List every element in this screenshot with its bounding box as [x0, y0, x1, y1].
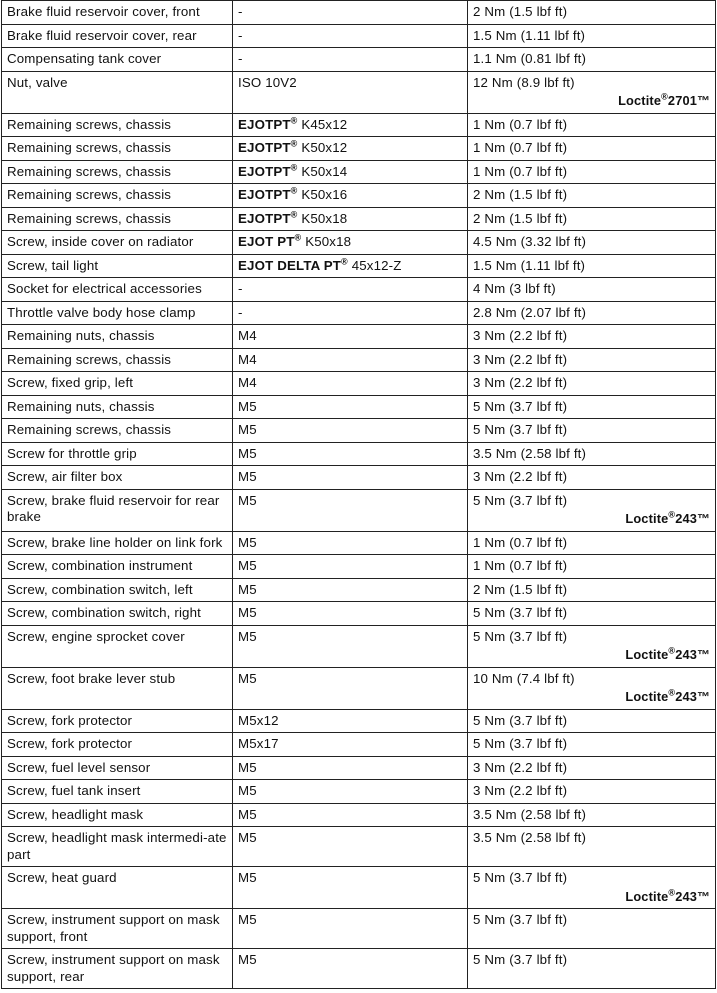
table-row [2, 756, 716, 780]
part-cell [2, 578, 233, 602]
torque-cell [468, 71, 716, 113]
torque-cell [468, 531, 716, 555]
part-name: Screw, inside cover on radiator [7, 234, 194, 249]
table-row [2, 466, 716, 490]
torque-value: 3.5 Nm (2.58 lbf ft) [473, 445, 587, 461]
part-cell [2, 278, 233, 302]
part-cell [2, 231, 233, 255]
part-cell [2, 667, 233, 709]
torque-cell [468, 24, 716, 48]
part-name: Screw, tail light [7, 257, 99, 273]
part-name: Screw, fork protector [7, 712, 133, 728]
torque-cell [468, 207, 716, 231]
thread-spec: M5 [238, 445, 257, 461]
part-name: Compensating tank cover [7, 51, 162, 66]
torque-cell [468, 419, 716, 443]
torque-cell [468, 113, 716, 137]
thread-cell [233, 709, 468, 733]
part-name: Screw, instrument support on mask support, rear [7, 952, 220, 984]
table-row [2, 348, 716, 372]
part-name: Screw, brake line holder on link fork [7, 534, 223, 550]
thread-cell [233, 949, 468, 989]
torque-cell [468, 949, 716, 989]
torque-value: 2 Nm (1.5 lbf ft) [473, 187, 568, 202]
part-name: Screw, combination instrument [7, 558, 193, 573]
part-cell [2, 372, 233, 396]
thread-spec: K50x12 [301, 140, 348, 155]
part-name: Screw, foot brake lever stub [7, 670, 176, 686]
part-cell [2, 419, 233, 443]
torque-value: 10 Nm (7.4 lbf ft) [473, 670, 575, 686]
thread-spec: - [238, 304, 243, 320]
torque-value: 3 Nm (2.2 lbf ft) [473, 759, 568, 775]
threadlocker-note: Loctite®243™ [625, 509, 710, 526]
torque-table-body [2, 1, 716, 989]
torque-cell [468, 254, 716, 278]
part-cell [2, 1, 233, 25]
torque-cell [468, 909, 716, 949]
torque-cell [468, 348, 716, 372]
thread-spec: 45x12-Z [351, 257, 402, 273]
thread-cell [233, 489, 468, 531]
thread-spec: - [238, 281, 243, 296]
part-name: Remaining screws, chassis [7, 140, 172, 155]
part-cell [2, 254, 233, 278]
part-cell [2, 625, 233, 667]
table-row [2, 555, 716, 579]
thread-spec: K45x12 [301, 116, 348, 132]
torque-value: 4 Nm (3 lbf ft) [473, 281, 556, 296]
part-name: Screw, heat guard [7, 870, 117, 885]
torque-cell [468, 667, 716, 709]
thread-cell [233, 301, 468, 325]
part-cell [2, 160, 233, 184]
screw-brand: EJOTPT® [238, 185, 298, 202]
table-row [2, 278, 716, 302]
part-name: Remaining screws, chassis [7, 210, 172, 226]
table-row [2, 803, 716, 827]
torque-cell [468, 278, 716, 302]
torque-cell [468, 709, 716, 733]
torque-cell [468, 625, 716, 667]
thread-cell [233, 71, 468, 113]
part-name: Screw, headlight mask [7, 806, 144, 822]
screw-brand: EJOT PT® [238, 232, 302, 249]
thread-spec: ISO 10V2 [238, 74, 297, 90]
thread-cell [233, 113, 468, 137]
thread-spec: M5 [238, 912, 257, 927]
part-cell [2, 325, 233, 349]
part-name: Screw, air filter box [7, 469, 123, 484]
torque-value: 1.5 Nm (1.11 lbf ft) [473, 257, 586, 273]
thread-spec: M5 [238, 534, 257, 550]
table-row [2, 733, 716, 757]
part-cell [2, 949, 233, 989]
table-row [2, 207, 716, 231]
torque-cell [468, 325, 716, 349]
part-name: Screw, fixed grip, left [7, 375, 134, 390]
table-row [2, 137, 716, 161]
part-cell [2, 602, 233, 626]
part-name: Remaining screws, chassis [7, 116, 172, 132]
torque-cell [468, 578, 716, 602]
part-cell [2, 348, 233, 372]
torque-cell [468, 867, 716, 909]
torque-cell [468, 48, 716, 72]
part-cell [2, 207, 233, 231]
torque-value: 2 Nm (1.5 lbf ft) [473, 4, 568, 19]
part-name: Nut, valve [7, 74, 68, 90]
thread-cell [233, 909, 468, 949]
thread-spec: M5x17 [238, 736, 279, 751]
part-cell [2, 803, 233, 827]
part-name: Screw for throttle grip [7, 445, 137, 461]
torque-value: 5 Nm (3.7 lbf ft) [473, 492, 568, 508]
thread-spec: M5 [238, 558, 257, 573]
torque-value: 1.5 Nm (1.11 lbf ft) [473, 27, 586, 43]
table-row [2, 489, 716, 531]
screw-brand: EJOTPT® [238, 115, 298, 132]
threadlocker-note: Loctite®243™ [625, 887, 710, 904]
thread-cell [233, 137, 468, 161]
torque-cell [468, 442, 716, 466]
part-cell [2, 466, 233, 490]
thread-spec: M5 [238, 670, 257, 686]
torque-cell [468, 231, 716, 255]
part-cell [2, 780, 233, 804]
torque-cell [468, 803, 716, 827]
part-cell [2, 555, 233, 579]
part-cell [2, 71, 233, 113]
part-cell [2, 827, 233, 867]
thread-cell [233, 555, 468, 579]
torque-value: 3 Nm (2.2 lbf ft) [473, 375, 568, 390]
part-cell [2, 709, 233, 733]
part-name: Screw, engine sprocket cover [7, 628, 185, 644]
table-row [2, 113, 716, 137]
torque-value: 5 Nm (3.7 lbf ft) [473, 952, 568, 967]
thread-cell [233, 372, 468, 396]
torque-value: 1 Nm (0.7 lbf ft) [473, 116, 568, 132]
torque-cell [468, 466, 716, 490]
part-name: Screw, combination switch, left [7, 581, 193, 597]
screw-brand: EJOTPT® [238, 162, 298, 179]
part-name: Remaining screws, chassis [7, 351, 172, 367]
thread-spec: K50x18 [301, 210, 348, 226]
thread-cell [233, 867, 468, 909]
torque-value: 3 Nm (2.2 lbf ft) [473, 351, 568, 367]
table-row [2, 372, 716, 396]
thread-cell [233, 578, 468, 602]
thread-spec: M5 [238, 870, 257, 885]
torque-value: 3 Nm (2.2 lbf ft) [473, 783, 568, 798]
table-row [2, 231, 716, 255]
part-cell [2, 531, 233, 555]
torque-value: 1.1 Nm (0.81 lbf ft) [473, 51, 587, 66]
thread-spec: M4 [238, 328, 257, 343]
thread-cell [233, 160, 468, 184]
thread-spec: - [238, 51, 243, 66]
torque-cell [468, 372, 716, 396]
screw-brand: EJOT DELTA PT® [238, 256, 348, 273]
thread-spec: M5 [238, 581, 257, 597]
table-row [2, 827, 716, 867]
thread-cell [233, 231, 468, 255]
torque-cell [468, 489, 716, 531]
thread-cell [233, 325, 468, 349]
torque-table [1, 0, 716, 989]
table-row [2, 578, 716, 602]
torque-cell [468, 1, 716, 25]
thread-cell [233, 419, 468, 443]
part-name: Remaining screws, chassis [7, 187, 172, 202]
torque-value: 5 Nm (3.7 lbf ft) [473, 912, 568, 927]
table-row [2, 709, 716, 733]
table-row [2, 780, 716, 804]
thread-spec: K50x14 [301, 163, 348, 179]
torque-value: 3.5 Nm (2.58 lbf ft) [473, 830, 587, 845]
thread-cell [233, 1, 468, 25]
part-name: Remaining nuts, chassis [7, 398, 155, 414]
part-cell [2, 909, 233, 949]
thread-cell [233, 667, 468, 709]
table-row [2, 442, 716, 466]
thread-cell [233, 207, 468, 231]
part-cell [2, 24, 233, 48]
torque-value: 1 Nm (0.7 lbf ft) [473, 558, 568, 573]
part-name: Screw, instrument support on mask support, front [7, 912, 220, 944]
part-name: Screw, combination switch, right [7, 605, 201, 620]
thread-cell [233, 803, 468, 827]
torque-cell [468, 780, 716, 804]
table-row [2, 531, 716, 555]
part-cell [2, 867, 233, 909]
torque-value: 5 Nm (3.7 lbf ft) [473, 422, 568, 437]
torque-value: 2 Nm (1.5 lbf ft) [473, 210, 568, 226]
torque-value: 1 Nm (0.7 lbf ft) [473, 163, 568, 179]
torque-value: 2.8 Nm (2.07 lbf ft) [473, 304, 587, 320]
torque-value: 5 Nm (3.7 lbf ft) [473, 870, 568, 885]
thread-spec: - [238, 27, 243, 43]
thread-cell [233, 395, 468, 419]
thread-spec: - [238, 4, 243, 19]
thread-cell [233, 625, 468, 667]
torque-value: 3 Nm (2.2 lbf ft) [473, 328, 568, 343]
torque-cell [468, 555, 716, 579]
part-name: Screw, fuel tank insert [7, 783, 141, 798]
threadlocker-note: Loctite®2701™ [618, 91, 710, 108]
torque-value: 3 Nm (2.2 lbf ft) [473, 469, 568, 484]
table-row [2, 1, 716, 25]
thread-spec: K50x16 [301, 187, 348, 202]
part-name: Remaining nuts, chassis [7, 328, 155, 343]
thread-spec: M5 [238, 398, 257, 414]
part-name: Brake fluid reservoir cover, front [7, 4, 200, 19]
thread-cell [233, 602, 468, 626]
torque-cell [468, 137, 716, 161]
thread-spec: M5 [238, 605, 257, 620]
thread-cell [233, 780, 468, 804]
torque-value: 1 Nm (0.7 lbf ft) [473, 140, 568, 155]
thread-cell [233, 733, 468, 757]
part-name: Socket for electrical accessories [7, 281, 202, 296]
table-row [2, 867, 716, 909]
part-cell [2, 489, 233, 531]
thread-spec: M5 [238, 469, 257, 484]
thread-cell [233, 184, 468, 208]
thread-spec: M5 [238, 830, 257, 845]
torque-value: 5 Nm (3.7 lbf ft) [473, 605, 568, 620]
table-row [2, 71, 716, 113]
thread-spec: M5 [238, 492, 257, 508]
part-name: Screw, brake fluid reservoir for rear brake [7, 492, 220, 524]
torque-value: 5 Nm (3.7 lbf ft) [473, 736, 568, 751]
torque-cell [468, 160, 716, 184]
torque-value: 5 Nm (3.7 lbf ft) [473, 398, 568, 414]
threadlocker-note: Loctite®243™ [625, 687, 710, 704]
thread-cell [233, 348, 468, 372]
thread-cell [233, 531, 468, 555]
torque-value: 5 Nm (3.7 lbf ft) [473, 628, 568, 644]
part-name: Throttle valve body hose clamp [7, 304, 196, 320]
torque-value: 3.5 Nm (2.58 lbf ft) [473, 806, 587, 822]
thread-spec: M4 [238, 375, 257, 390]
part-cell [2, 48, 233, 72]
table-row [2, 48, 716, 72]
table-row [2, 160, 716, 184]
part-name: Screw, fuel level sensor [7, 759, 151, 775]
part-cell [2, 442, 233, 466]
part-name: Brake fluid reservoir cover, rear [7, 27, 197, 43]
part-cell [2, 756, 233, 780]
table-row [2, 395, 716, 419]
thread-cell [233, 254, 468, 278]
thread-cell [233, 756, 468, 780]
part-cell [2, 733, 233, 757]
part-name: Screw, fork protector [7, 736, 133, 751]
table-row [2, 667, 716, 709]
torque-value: 1 Nm (0.7 lbf ft) [473, 534, 568, 550]
thread-spec: M5x12 [238, 712, 279, 728]
torque-cell [468, 301, 716, 325]
table-row [2, 602, 716, 626]
table-row [2, 949, 716, 989]
thread-cell [233, 827, 468, 867]
torque-cell [468, 827, 716, 867]
part-cell [2, 113, 233, 137]
threadlocker-note: Loctite®243™ [625, 645, 710, 662]
thread-spec: M5 [238, 422, 257, 437]
thread-cell [233, 278, 468, 302]
table-row [2, 909, 716, 949]
torque-cell [468, 395, 716, 419]
thread-spec: M5 [238, 806, 257, 822]
thread-spec: M5 [238, 628, 257, 644]
torque-value: 4.5 Nm (3.32 lbf ft) [473, 234, 587, 249]
thread-cell [233, 48, 468, 72]
table-row [2, 254, 716, 278]
part-name: Screw, headlight mask intermedi-ate part [7, 830, 227, 862]
table-row [2, 419, 716, 443]
thread-spec: M5 [238, 952, 257, 967]
thread-spec: M4 [238, 351, 257, 367]
part-name: Remaining screws, chassis [7, 163, 172, 179]
torque-cell [468, 756, 716, 780]
torque-value: 5 Nm (3.7 lbf ft) [473, 712, 568, 728]
table-row [2, 325, 716, 349]
screw-brand: EJOTPT® [238, 138, 298, 155]
part-cell [2, 137, 233, 161]
torque-value: 2 Nm (1.5 lbf ft) [473, 581, 568, 597]
thread-spec: K50x18 [305, 234, 352, 249]
torque-cell [468, 184, 716, 208]
thread-spec: M5 [238, 783, 257, 798]
torque-cell [468, 602, 716, 626]
part-name: Remaining screws, chassis [7, 422, 172, 437]
thread-spec: M5 [238, 759, 257, 775]
screw-brand: EJOTPT® [238, 209, 298, 226]
part-cell [2, 395, 233, 419]
thread-cell [233, 442, 468, 466]
table-row [2, 24, 716, 48]
table-row [2, 301, 716, 325]
torque-cell [468, 733, 716, 757]
thread-cell [233, 466, 468, 490]
table-row [2, 625, 716, 667]
torque-value: 12 Nm (8.9 lbf ft) [473, 74, 575, 90]
part-cell [2, 184, 233, 208]
part-cell [2, 301, 233, 325]
thread-cell [233, 24, 468, 48]
table-row [2, 184, 716, 208]
